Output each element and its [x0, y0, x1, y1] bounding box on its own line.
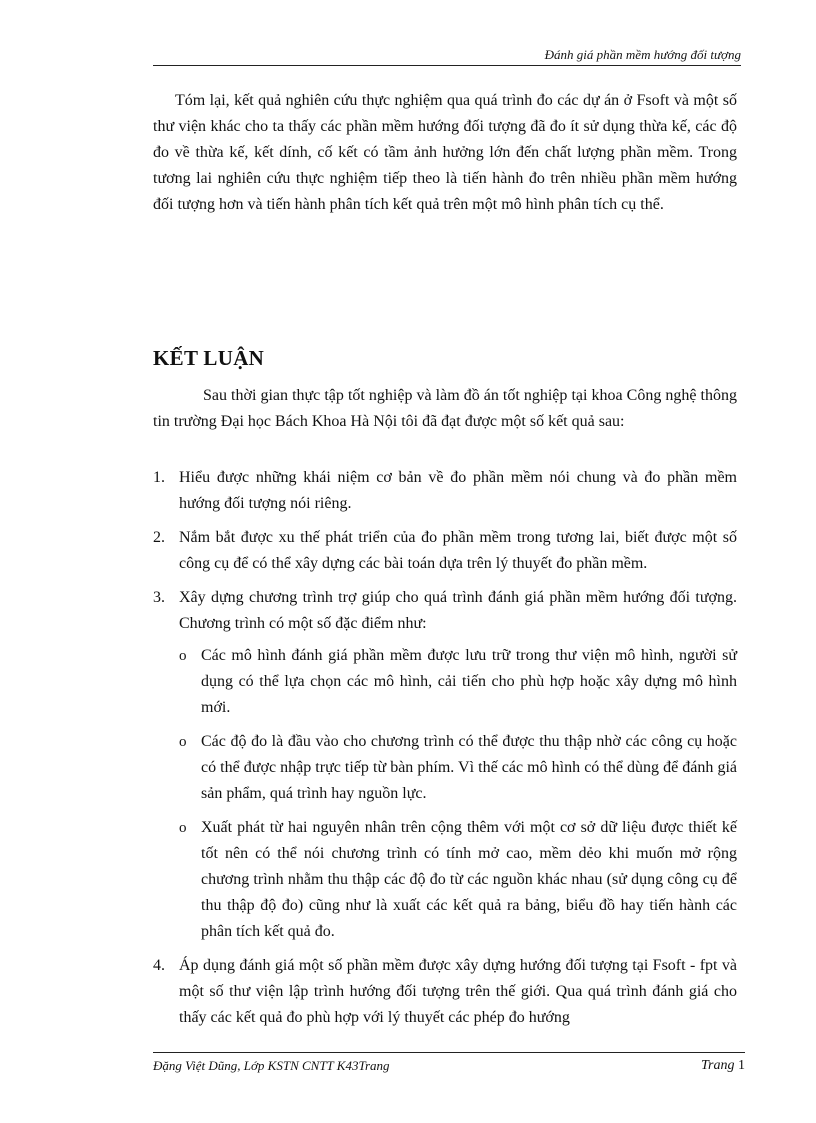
intro-paragraph: Tóm lại, kết quả nghiên cứu thực nghiệm qua quá trình đo các dự án ở Fsoft và một số thư viện khác cho ta thấy các phần mềm hướng đối tượng đã đo ít sử dụng thừa kế, các độ đo về thừa kế, kết dính, cố kết có tầm ảnh hưởng lớn đến chất lượng phần mềm. Trong tương lai nghiên cứu thực nghiệm tiếp theo là tiến hành đo trên nhiều phần mềm hướng đối tượng hơn và tiến hành phân tích kết quả trên một mô hình phân tích cụ thể. — [153, 92, 737, 213]
sub-list — [179, 643, 737, 945]
list-item-text: Nắm bắt được xu thế phát triển của đo phần mềm trong tương lai, biết được một số công cụ để có thể xây dựng các bài toán dựa trên lý thuyết đo phần mềm. — [179, 529, 737, 572]
page-footer — [153, 1052, 745, 1074]
list-item-text: Hiểu được những khái niệm cơ bản về đo phần mềm nói chung và đo phần mềm hướng đối tượng nói riêng. — [179, 469, 737, 512]
footer-author: Đặng Việt Dũng, Lớp KSTN CNTT K43Trang — [153, 1058, 390, 1073]
footer-page — [701, 1058, 745, 1074]
list-item-number: 3. — [153, 589, 165, 606]
sub-list-item-text: Các độ đo là đầu vào cho chương trình có thể được thu thập nhờ các công cụ hoặc có thể được nhập trực tiếp từ bàn phím. Vì thế các mô hình có thể dùng để đánh giá sản phẩm, quá trình hay nguồn lực. — [201, 733, 737, 802]
sub-list-item — [179, 815, 737, 945]
sub-list-item-text: Các mô hình đánh giá phần mềm được lưu trữ trong thư viện mô hình, người sử dụng có thể lựa chọn các mô hình, cải tiến cho phù hợp hoặc xây dựng mô hình mới. — [201, 647, 737, 716]
conclusion-list — [153, 465, 737, 1039]
list-item-number: 4. — [153, 957, 165, 974]
list-item — [153, 525, 737, 577]
list-item — [153, 953, 737, 1031]
header-title: Đánh giá phần mềm hướng đối tượng — [544, 47, 741, 62]
footer-page-label: Trang — [701, 1058, 735, 1073]
sub-list-item — [179, 643, 737, 721]
page-header — [153, 47, 741, 66]
conclusion-lead-paragraph: Sau thời gian thực tập tốt nghiệp và làm đồ án tốt nghiệp tại khoa Công nghệ thông tin trường Đại học Bách Khoa Hà Nội tôi đã đạt được một số kết quả sau: — [153, 387, 737, 430]
bullet-icon: o — [179, 820, 187, 836]
bullet-icon: o — [179, 648, 187, 664]
sub-list-item-text: Xuất phát từ hai nguyên nhân trên cộng thêm với một cơ sở dữ liệu được thiết kế tốt nên có thể nói chương trình có tính mở cao, mềm dẻo khi muốn mở rộng chương trình nhằm thu thập các độ đo từ các nguồn khác nhau (sử dụng công cụ để thu thập độ đo) cũng như là xuất các kết quả ra bảng, biểu đồ hay tiến hành các phân tích kết quả đo. — [201, 819, 737, 940]
sub-list-item — [179, 729, 737, 807]
bullet-icon: o — [179, 734, 187, 750]
list-item-number: 2. — [153, 529, 165, 546]
list-item-number: 1. — [153, 469, 165, 486]
list-item — [153, 585, 737, 945]
conclusion-heading: KẾT LUẬN — [153, 346, 265, 370]
list-item-text: Áp dụng đánh giá một số phần mềm được xây dựng hướng đối tượng tại Fsoft - fpt và một số thư viện lập trình hướng đối tượng trên thế giới. Qua quá trình đánh giá cho thấy các kết quả đo phù hợp với lý thuyết các phép đo hướng — [179, 957, 737, 1026]
footer-page-number: 1 — [738, 1058, 745, 1073]
list-item-text: Xây dựng chương trình trợ giúp cho quá trình đánh giá phần mềm hướng đối tượng. Chương trình có một số đặc điểm như: — [179, 589, 737, 632]
list-item — [153, 465, 737, 517]
